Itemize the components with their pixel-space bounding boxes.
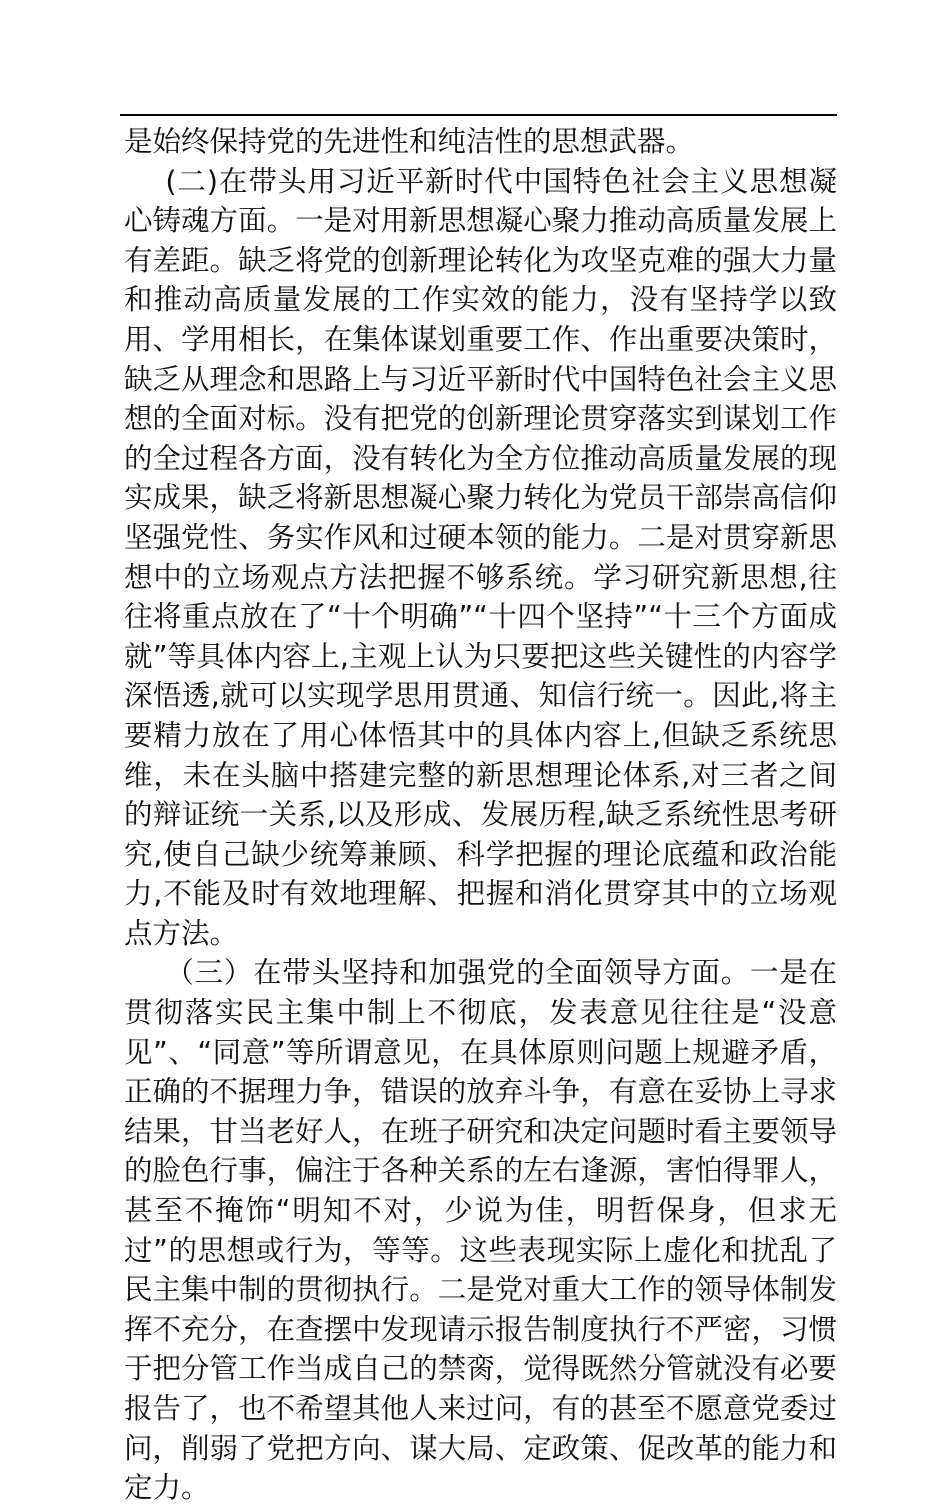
body-text	[124, 122, 837, 1508]
paragraph-continuation: 是始终保持党的先进性和纯洁性的思想武器。	[124, 125, 695, 158]
paragraph-section-2: (二)在带头用习近平新时代中国特色社会主义思想凝心铸魂方面。一是对用新思想凝心聚力推动高质量发展上有差距。缺乏将党的创新理论转化为攻坚克难的强大力量和推动高质量发展的工作实效的能力，没有坚持学以致用、学用相长，在集体谋划重要工作、作出重要决策时，缺乏从理念和思路上与习近平新时代中国特色社会主义思想的全面对标。没有把党的创新理论贯穿落实到谋划工作的全过程各方面，没有转化为全方位推动高质量发展的现实成果，缺乏将新思想凝心聚力转化为党员干部崇高信仰坚强党性、务实作风和过硬本领的能力。二是对贯穿新思想中的立场观点方法把握不够系统。学习研究新思想,往往将重点放在了“十个明确”“十四个坚持”“十三个方面成就”等具体内容上,主观上认为只要把这些关键性的内容学深悟透,就可以实现学思用贯通、知信行统一。因此,将主要精力放在了用心体悟其中的具体内容上,但缺乏系统思维，未在头脑中搭建完整的新思想理论体系,对三者之间的辩证统一关系,以及形成、发展历程,缺乏系统性思考研究,使自己缺少统筹兼顾、科学把握的理论底蕴和政治能力,不能及时有效地理解、把握和消化贯穿其中的立场观点方法。	[124, 164, 837, 950]
header-rule	[120, 114, 837, 116]
paragraph-section-3: （三）在带头坚持和加强党的全面领导方面。一是在贯彻落实民主集中制上不彻底，发表意见往往是“没意见”、“同意”等所谓意见，在具体原则问题上规避矛盾，正确的不据理力争，错误的放弃斗争，有意在妥协上寻求结果，甘当老好人，在班子研究和决定问题时看主要领导的脸色行事，偏注于各种关系的左右逢源，害怕得罪人，甚至不掩饰“明知不对，少说为佳，明哲保身，但求无过”的思想或行为，等等。这些表现实际上虚化和扰乱了民主集中制的贯彻执行。二是党对重大工作的领导体制发挥不充分，在查摆中发现请示报告制度执行不严密，习惯于把分管工作当成自己的禁脔，觉得既然分管就没有必要报告了，也不希望其他人来过问，有的甚至不愿意党委过问，削弱了党把方向、谋大局、定政策、促改革的能力和定力。	[124, 956, 837, 1505]
